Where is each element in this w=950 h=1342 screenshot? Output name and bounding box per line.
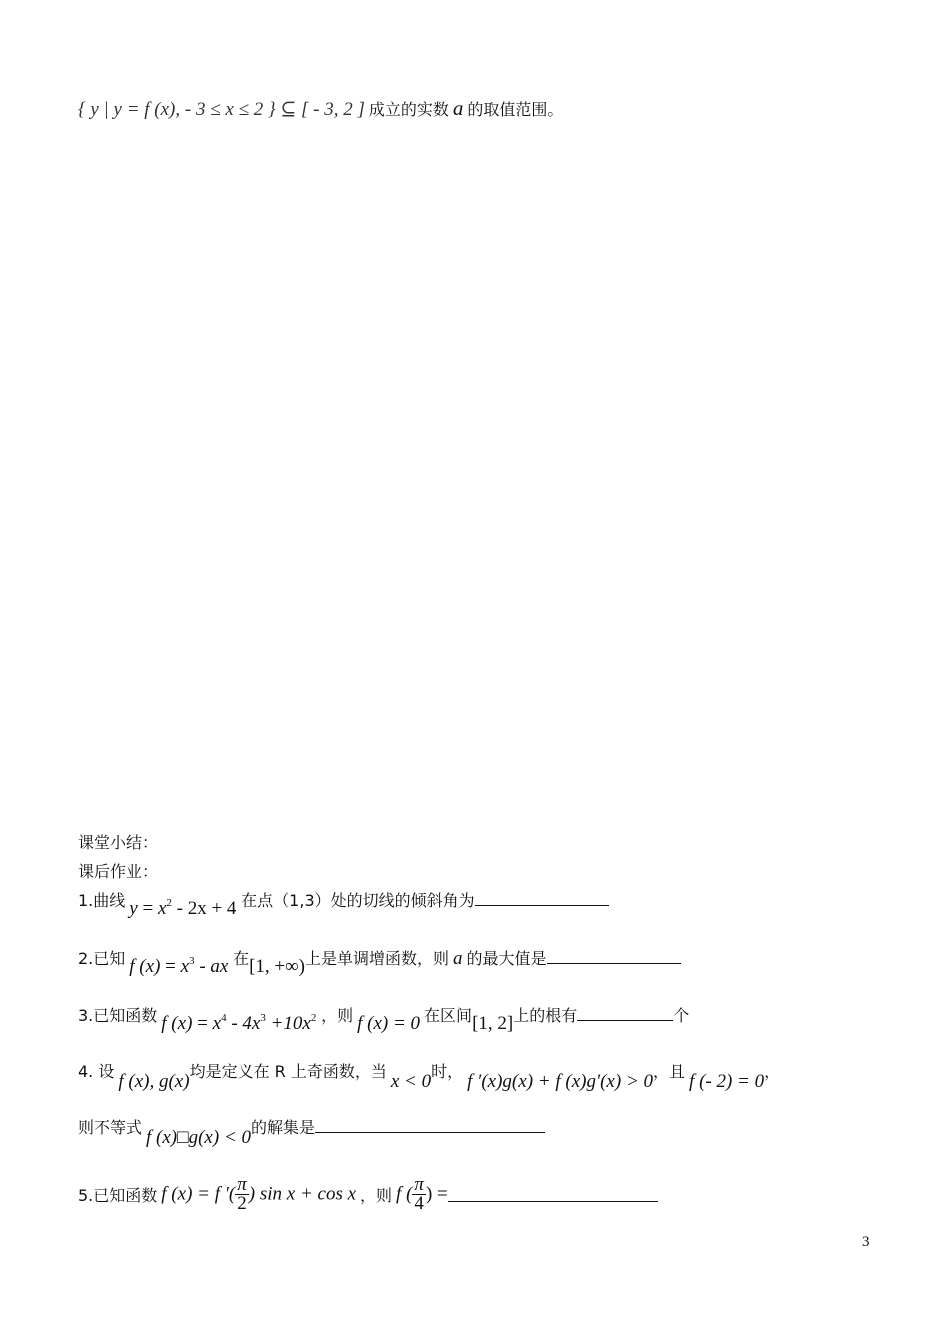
q5-four: 4 [414, 1193, 424, 1214]
q1-rest: - 2x + 4 [171, 898, 237, 919]
q3-in: 在区间 [424, 1006, 473, 1025]
q3-lhs: f (x) [161, 1013, 193, 1034]
q5-comma: ，则 [360, 1186, 393, 1205]
q5-prefix: 5.已知函数 [78, 1186, 158, 1205]
q2-lhs: f (x) [129, 956, 161, 977]
q3-exp4: 4 [221, 1012, 227, 1024]
top-statement [78, 96, 563, 121]
q3-x4: x [212, 1013, 222, 1034]
q5-rhs: ) sin x + cos x [248, 1183, 357, 1205]
q3-eq: = [192, 1013, 213, 1034]
q5-lhs2: f ( [396, 1183, 413, 1205]
question-4 [78, 1059, 781, 1092]
q4-answer-blank[interactable] [315, 1118, 545, 1133]
q5-pi-2: π [414, 1174, 424, 1195]
q1-x: x [157, 898, 167, 919]
q1-exp: 2 [166, 897, 172, 909]
q3-answer-blank[interactable] [577, 1006, 673, 1021]
q5-fraction-pi-2 [235, 1176, 249, 1213]
q4-cond: x < 0 [390, 1071, 432, 1092]
q3-exp3: 3 [260, 1012, 266, 1024]
page-number: 3 [862, 1234, 870, 1250]
set-expression: { y | y = f (x), - 3 ≤ x ≤ 2 } ⊆ [ - 3, 2 ] [78, 99, 365, 120]
q5-pi: π [237, 1174, 247, 1195]
question-5 [78, 1176, 658, 1213]
q4-text2: 时， [431, 1062, 464, 1081]
q3-exp2: 2 [310, 1012, 317, 1024]
q5-two: 2 [237, 1193, 247, 1214]
q2-eq: = [160, 956, 181, 977]
top-var: a [452, 96, 464, 120]
q2-formula [129, 956, 233, 977]
q2-text: 上是单调增函数，则 [305, 949, 450, 968]
class-summary-heading: 课堂小结： [78, 833, 159, 852]
homework-heading: 课后作业： [78, 862, 159, 881]
q5-lhs: f (x) = f ′( [161, 1183, 236, 1205]
q3-mid2: +10x [265, 1013, 311, 1034]
q3-unit: 个 [673, 1006, 690, 1025]
q3-text: 上的根有 [513, 1006, 578, 1025]
question-2 [78, 946, 681, 977]
q4-comma: ， [764, 1062, 781, 1081]
q4-ineq2: f (x)□g(x) < 0 [146, 1127, 252, 1148]
question-1 [78, 888, 609, 919]
q1-y: y [129, 898, 138, 919]
q1-formula [129, 898, 241, 919]
q2-text2: 的最大值是 [466, 949, 547, 968]
q3-comma: ，则 [321, 1006, 354, 1025]
q3-prefix: 3.已知函数 [78, 1006, 158, 1025]
q2-interval: [1, +∞) [249, 956, 306, 977]
q3-equation: f (x) = 0 [357, 1013, 421, 1034]
q2-exp: 3 [189, 955, 195, 967]
q4-prefix: 4. 设 [78, 1062, 115, 1081]
q4-funcs: f (x), g(x) [118, 1071, 190, 1092]
question-4-line-2 [78, 1115, 545, 1148]
q4-cond2: f (- 2) = 0 [689, 1071, 765, 1092]
q5-answer-blank[interactable] [448, 1187, 658, 1202]
q3-interval: [1, 2] [472, 1013, 514, 1034]
q2-var: a [453, 948, 463, 969]
q3-mid: - 4x [226, 1013, 261, 1034]
q2-at: 在 [233, 949, 250, 968]
q5-fraction-pi-4 [412, 1176, 426, 1213]
q1-text: 在点（1,3）处的切线的倾斜角为 [241, 891, 475, 910]
top-text-2: 的取值范围。 [467, 100, 564, 119]
top-text-1: 成立的实数 [368, 100, 449, 119]
q4-text3: ，且 [653, 1062, 686, 1081]
q5-rhs2: ) = [425, 1183, 448, 1205]
q3-formula [161, 1013, 321, 1034]
q4-ineq: f ′(x)g(x) + f (x)g′(x) > 0 [467, 1071, 654, 1092]
q2-prefix: 2.已知 [78, 949, 126, 968]
q4-line2-text: 的解集是 [251, 1118, 316, 1137]
q2-x: x [180, 956, 190, 977]
q1-answer-blank[interactable] [475, 891, 609, 906]
question-3 [78, 1003, 690, 1034]
q1-eq: = [137, 898, 158, 919]
q1-prefix: 1.曲线 [78, 891, 126, 910]
q4-line2-prefix: 则不等式 [78, 1118, 143, 1137]
q2-answer-blank[interactable] [547, 949, 681, 964]
q4-text1: 均是定义在 R 上奇函数，当 [189, 1062, 387, 1081]
q2-rest: - ax [194, 956, 229, 977]
